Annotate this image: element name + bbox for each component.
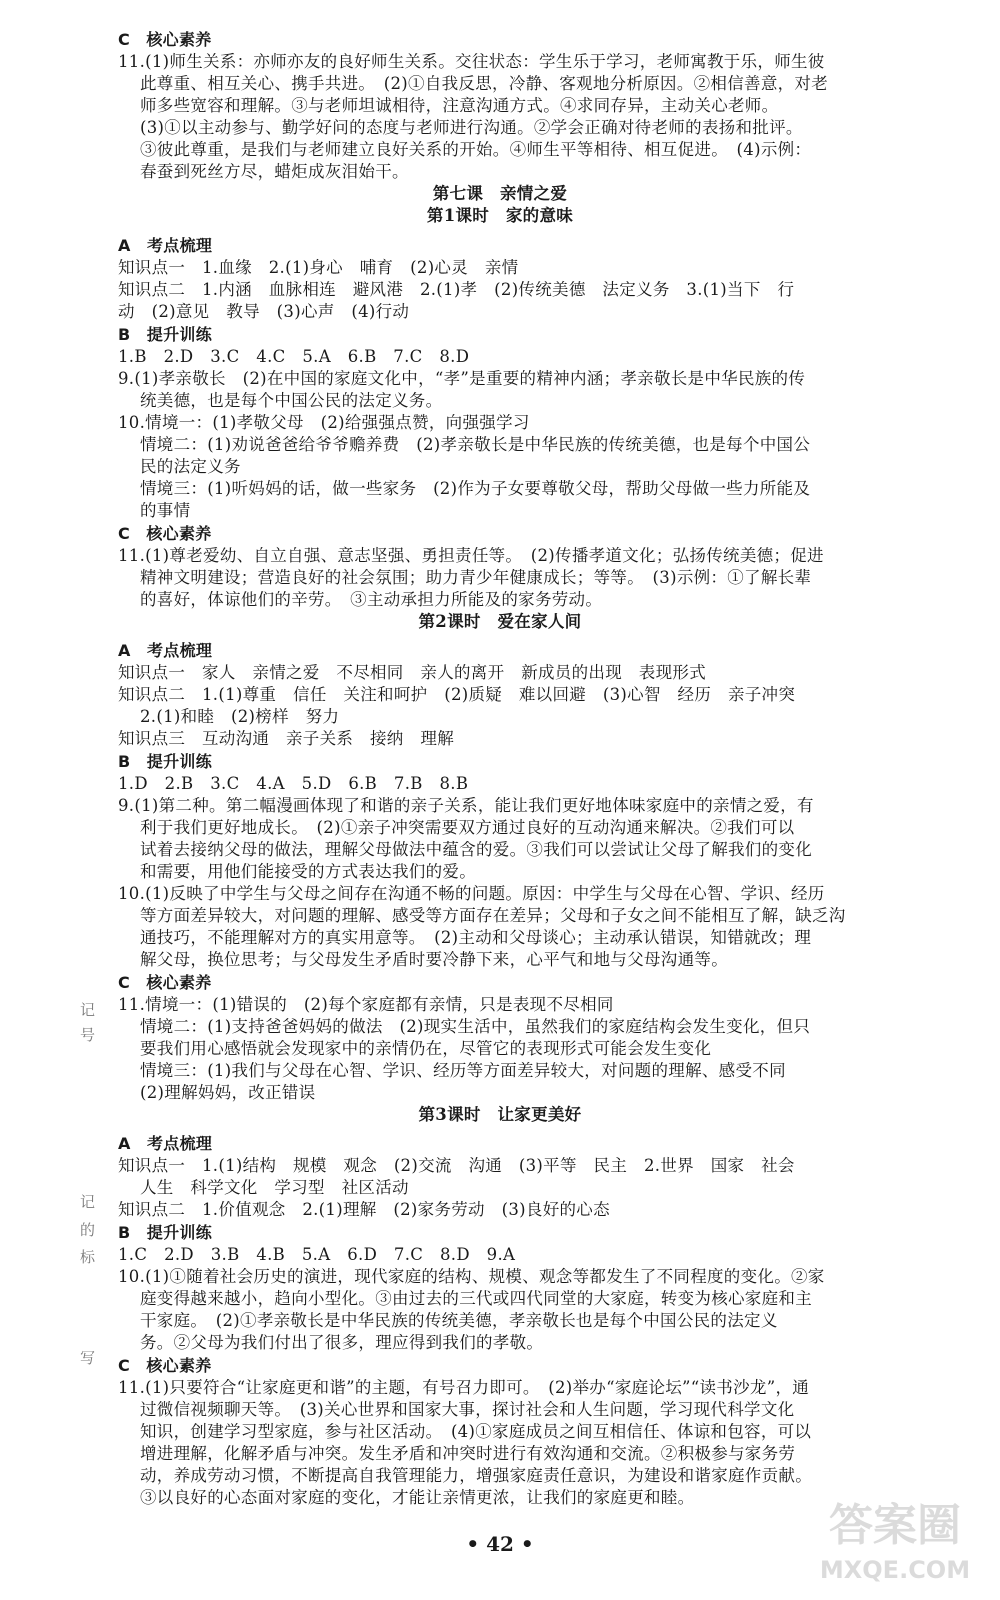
section-heading: B 提升训练 [118,752,212,771]
margin-mark: 记 [80,1001,96,1019]
watermark-line2: MXQE.COM [819,1556,971,1584]
text-line: 10.(1)反映了中学生与父母之间存在沟通不畅的问题。原因：中学生与父母在心智、学识、经历 [118,884,825,903]
lesson-title: 第3课时 让家更美好 [418,1105,582,1124]
text-line: 利于我们更好地成长。 (2)①亲子冲突需要双方通过良好的互动沟通来解决。②我们可以 [140,818,795,837]
text-line: 情境二：(1)支持爸爸妈妈的做法 (2)现实生活中，虽然我们的家庭结构会发生变化，但只 [140,1017,811,1036]
text-line: 要我们用心感悟就会发现家中的亲情仍在，尽管它的表现形式可能会发生变化 [140,1039,712,1058]
margin-mark: 记 [80,1193,96,1211]
text-line: 精神文明建设；营造良好的社会氛围；助力青少年健康成长；等等。 (3)示例：①了解长辈 [140,568,812,587]
lesson-title: 第七课 亲情之爱 [432,184,568,203]
watermark-line1: 答案圈 [829,1500,961,1551]
text-line: 2.(1)和睦 (2)榜样 努力 [140,707,340,726]
text-line: 11.(1)师生关系：亦师亦友的良好师生关系。交往状态：学生乐于学习，老师寓教于乐，师生彼 [118,52,825,71]
text-line: 过微信视频聊天等。 (3)关心世界和国家大事，探讨社会和人生问题，学习现代科学文化 [140,1400,795,1419]
text-line: 知识点一 1.(1)结构 规模 观念 (2)交流 沟通 (3)平等 民主 2.世界 国家 社会 [118,1156,795,1175]
text-line: 春蚕到死丝方尽，蜡炬成灰泪始干。 [140,162,409,181]
margin-mark: 标 [80,1248,96,1266]
text-line: 和需要，用他们能接受的方式表达我们的爱。 [140,862,476,881]
margin-mark: 写 [80,1349,96,1367]
section-heading: C 核心素养 [118,973,212,992]
section-heading: A 考点梳理 [118,641,213,660]
margin-mark: 的 [80,1221,96,1239]
lesson-title: 第1课时 家的意味 [426,206,574,225]
section-heading: C 核心素养 [118,1356,212,1375]
text-line: 干家庭。 (2)①孝亲敬长是中华民族的传统美德，孝亲敬长也是每个中国公民的法定义 [140,1311,778,1330]
text-line: 此尊重、相互关心、携手共进。 (2)①自我反思，冷静、客观地分析原因。②相信善意，对老 [140,74,829,93]
text-line: 11.情境一：(1)错误的 (2)每个家庭都有亲情，只是表现不尽相同 [118,995,614,1014]
section-heading: A 考点梳理 [118,236,213,255]
text-line: 情境二：(1)劝说爸爸给爷爷赡养费 (2)孝亲敬长是中华民族的传统美德，也是每个中国公 [140,435,811,454]
text-line: 10.情境一：(1)孝敬父母 (2)给强强点赞，向强强学习 [118,413,530,432]
lesson-title: 第2课时 爱在家人间 [418,612,582,631]
text-line: 民的法定义务 [140,457,241,476]
text-line: 9.(1)孝亲敬长 (2)在中国的家庭文化中，“孝”是重要的精神内涵；孝亲敬长是中华民族的传 [118,369,806,388]
section-heading: C 核心素养 [118,524,212,543]
text-line: 1.B 2.D 3.C 4.C 5.A 6.B 7.C 8.D [118,347,470,366]
text-line: 1.D 2.B 3.C 4.A 5.D 6.B 7.B 8.B [118,774,469,793]
text-line: 务。②父母为我们付出了很多，理应得到我们的孝敬。 [140,1333,544,1352]
text-line: 知识点二 1.价值观念 2.(1)理解 (2)家务劳动 (3)良好的心态 [118,1200,610,1219]
text-line: 11.(1)只要符合“让家庭更和谐”的主题，有号召力即可。 (2)举办“家庭论坛”“读书沙龙”，通 [118,1378,810,1397]
text-line: 统美德，也是每个中国公民的法定义务。 [140,391,443,410]
text-line: 10.(1)①随着社会历史的演进，现代家庭的结构、规模、观念等都发生了不同程度的变化。②家 [118,1267,825,1286]
section-heading: C 核心素养 [118,30,212,49]
text-line: 知识点二 1.内涵 血脉相连 避风港 2.(1)孝 (2)传统美德 法定义务 3.(1)当下 行 [118,280,795,299]
text-line: (2)理解妈妈，改正错误 [140,1083,316,1102]
text-line: 增进理解，化解矛盾与冲突。发生矛盾和冲突时进行有效沟通和交流。②积极参与家务劳 [140,1444,796,1463]
margin-mark: 号 [80,1026,96,1044]
text-line: 人生 科学文化 学习型 社区活动 [140,1178,409,1197]
text-line: 试着去接纳父母的做法，理解父母做法中蕴含的爱。③我们可以尝试让父母了解我们的变化 [140,840,812,859]
text-line: 情境三：(1)我们与父母在心智、学识、经历等方面差异较大，对问题的理解、感受不同 [140,1061,786,1080]
text-line: 知识点二 1.(1)尊重 信任 关注和呵护 (2)质疑 难以回避 (3)心智 经历 亲子冲突 [118,685,796,704]
text-line: 知识，创建学习型家庭，参与社区活动。 (4)①家庭成员之间互相信任、体谅和包容，可以 [140,1422,812,1441]
text-line: ③以良好的心态面对家庭的变化，才能让亲情更浓，让我们的家庭更和睦。 [140,1488,695,1507]
text-line: 庭变得越来越小，趋向小型化。③由过去的三代或四代同堂的大家庭，转变为核心家庭和主 [140,1289,812,1308]
text-line: 等方面差异较大，对问题的理解、感受等方面存在差异；父母和子女之间不能相互了解，缺乏沟 [140,906,846,925]
text-line: 11.(1)尊老爱幼、自立自强、意志坚强、勇担责任等。 (2)传播孝道文化；弘扬传统美德；促进 [118,546,824,565]
text-line: 9.(1)第二种。第二幅漫画体现了和谐的亲子关系，能让我们更好地体味家庭中的亲情之爱，有 [118,796,814,815]
text-line: 动，养成劳动习惯，不断提高自我管理能力，增强家庭责任意识，为建设和谐家庭作贡献。 [140,1466,812,1485]
watermark-logo [810,1488,980,1592]
section-heading: B 提升训练 [118,1223,212,1242]
text-line: 1.C 2.D 3.B 4.B 5.A 6.D 7.C 8.D 9.A [118,1245,516,1264]
text-line: 的喜好，体谅他们的辛劳。 ③主动承担力所能及的家务劳动。 [140,590,603,609]
section-heading: B 提升训练 [118,325,212,344]
text-line: (3)①以主动参与、勤学好问的态度与老师进行沟通。②学会正确对待老师的表扬和批评。 [140,118,803,137]
text-line: 师多些宽容和理解。③与老师坦诚相待，注意沟通方式。④求同存异，主动关心老师。 [140,96,779,115]
section-heading: A 考点梳理 [118,1134,213,1153]
page-number: • 42 • [466,1532,534,1556]
text-line: 解父母，换位思考；与父母发生矛盾时要冷静下来，心平气和地与父母沟通等。 [140,950,728,969]
text-line: 知识点三 互动沟通 亲子关系 接纳 理解 [118,729,454,748]
text-line: ③彼此尊重，是我们与老师建立良好关系的开始。④师生平等相待、相互促进。 (4)示例： [140,140,812,159]
text-line: 知识点一 家人 亲情之爱 不尽相同 亲人的离开 新成员的出现 表现形式 [118,663,706,682]
text-line: 知识点一 1.血缘 2.(1)身心 哺育 (2)心灵 亲情 [118,258,519,277]
text-line: 通技巧，不能理解对方的真实用意等。 (2)主动和父母谈心；主动承认错误，知错就改；理 [140,928,812,947]
text-line: 情境三：(1)听妈妈的话，做一些家务 (2)作为子女要尊敬父母，帮助父母做一些力所能及 [140,479,811,498]
text-line: 动 (2)意见 教导 (3)心声 (4)行动 [118,302,410,321]
text-line: 的事情 [140,501,191,520]
